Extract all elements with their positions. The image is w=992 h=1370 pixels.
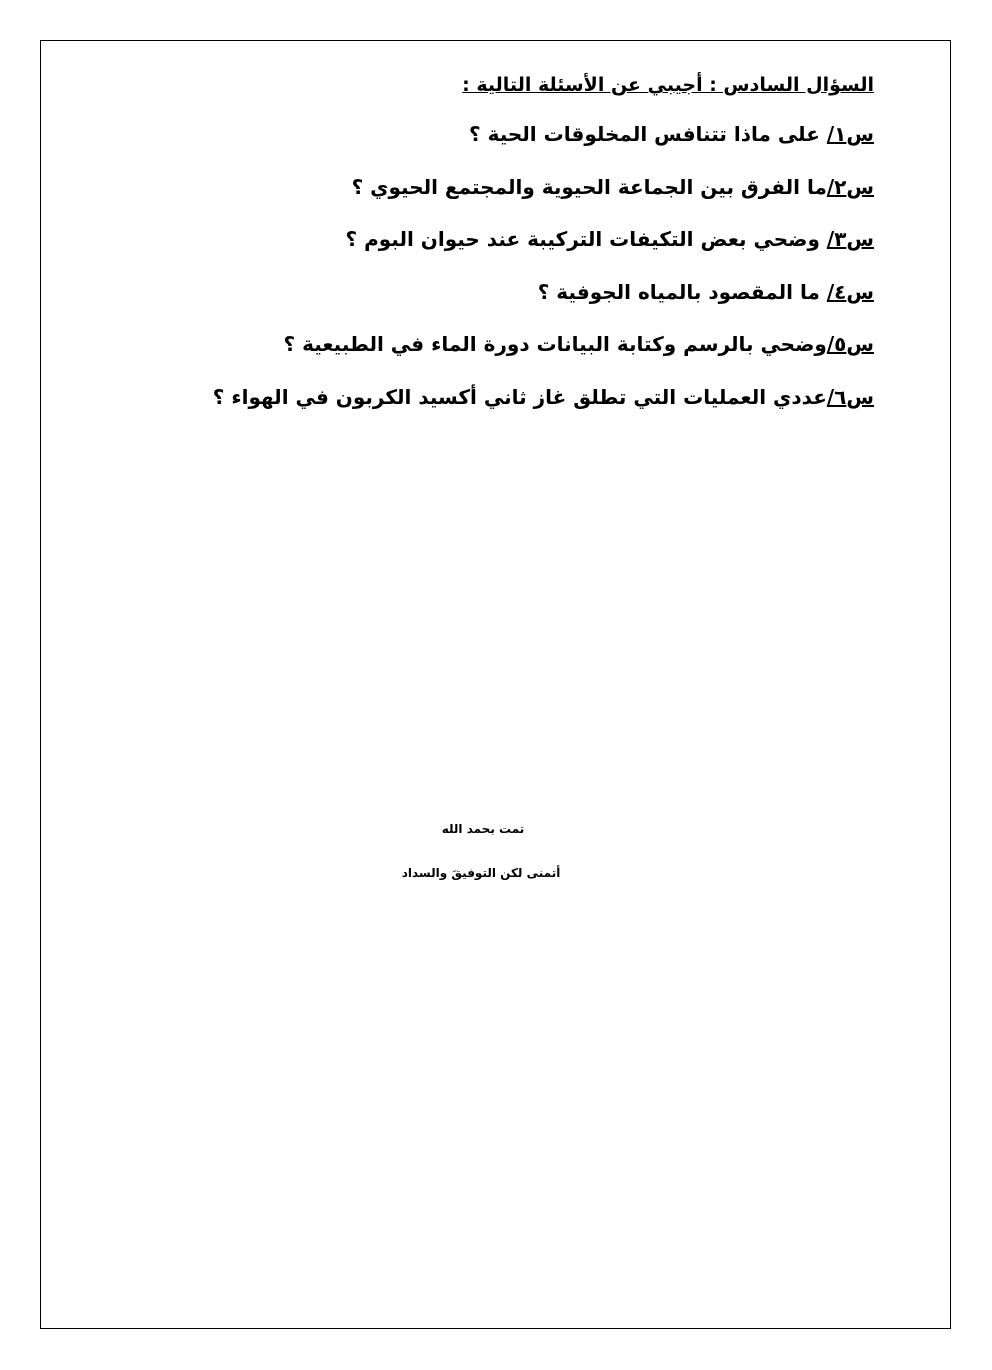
section-heading-prefix: السؤال السادس : bbox=[702, 74, 874, 96]
question-1 bbox=[174, 119, 874, 149]
question-5 bbox=[174, 329, 874, 359]
question-text: على ماذا تتنافس المخلوقات الحية ؟ bbox=[469, 122, 827, 146]
question-3 bbox=[174, 224, 874, 254]
question-4 bbox=[174, 277, 874, 307]
section-heading bbox=[174, 70, 874, 100]
question-6 bbox=[174, 382, 874, 412]
question-text: وضحي بعض التكيفات التركيبة عند حيوان البوم ؟ bbox=[345, 227, 827, 251]
question-label: س٢/ bbox=[826, 174, 874, 199]
question-label: س٥/ bbox=[826, 332, 874, 356]
question-text: ما المقصود بالمياه الجوفية ؟ bbox=[537, 279, 827, 304]
question-text: ما الفرق بين الجماعة الحيوية والمجتمع الحيوي ؟ bbox=[351, 174, 827, 199]
question-label: س٣/ bbox=[826, 227, 874, 251]
question-text: وضحي بالرسم وكتابة البيانات دورة الماء في الطبيعية ؟ bbox=[283, 332, 827, 356]
question-2 bbox=[174, 172, 874, 202]
question-label: س٦/ bbox=[826, 384, 874, 409]
question-text: عددي العمليات التي تطلق غاز ثاني أكسيد الكربون في الهواء ؟ bbox=[212, 384, 827, 409]
section-heading-instruction: أجيبي عن الأسئلة التالية : bbox=[462, 74, 703, 96]
closing-thanks: تمت بحمد الله bbox=[441, 822, 525, 836]
closing-wishes: أتمنى لكن التوفيقَ والسداد bbox=[401, 866, 561, 880]
question-label: س١/ bbox=[826, 122, 874, 146]
questions-section bbox=[174, 70, 874, 434]
question-label: س٤/ bbox=[826, 279, 874, 304]
